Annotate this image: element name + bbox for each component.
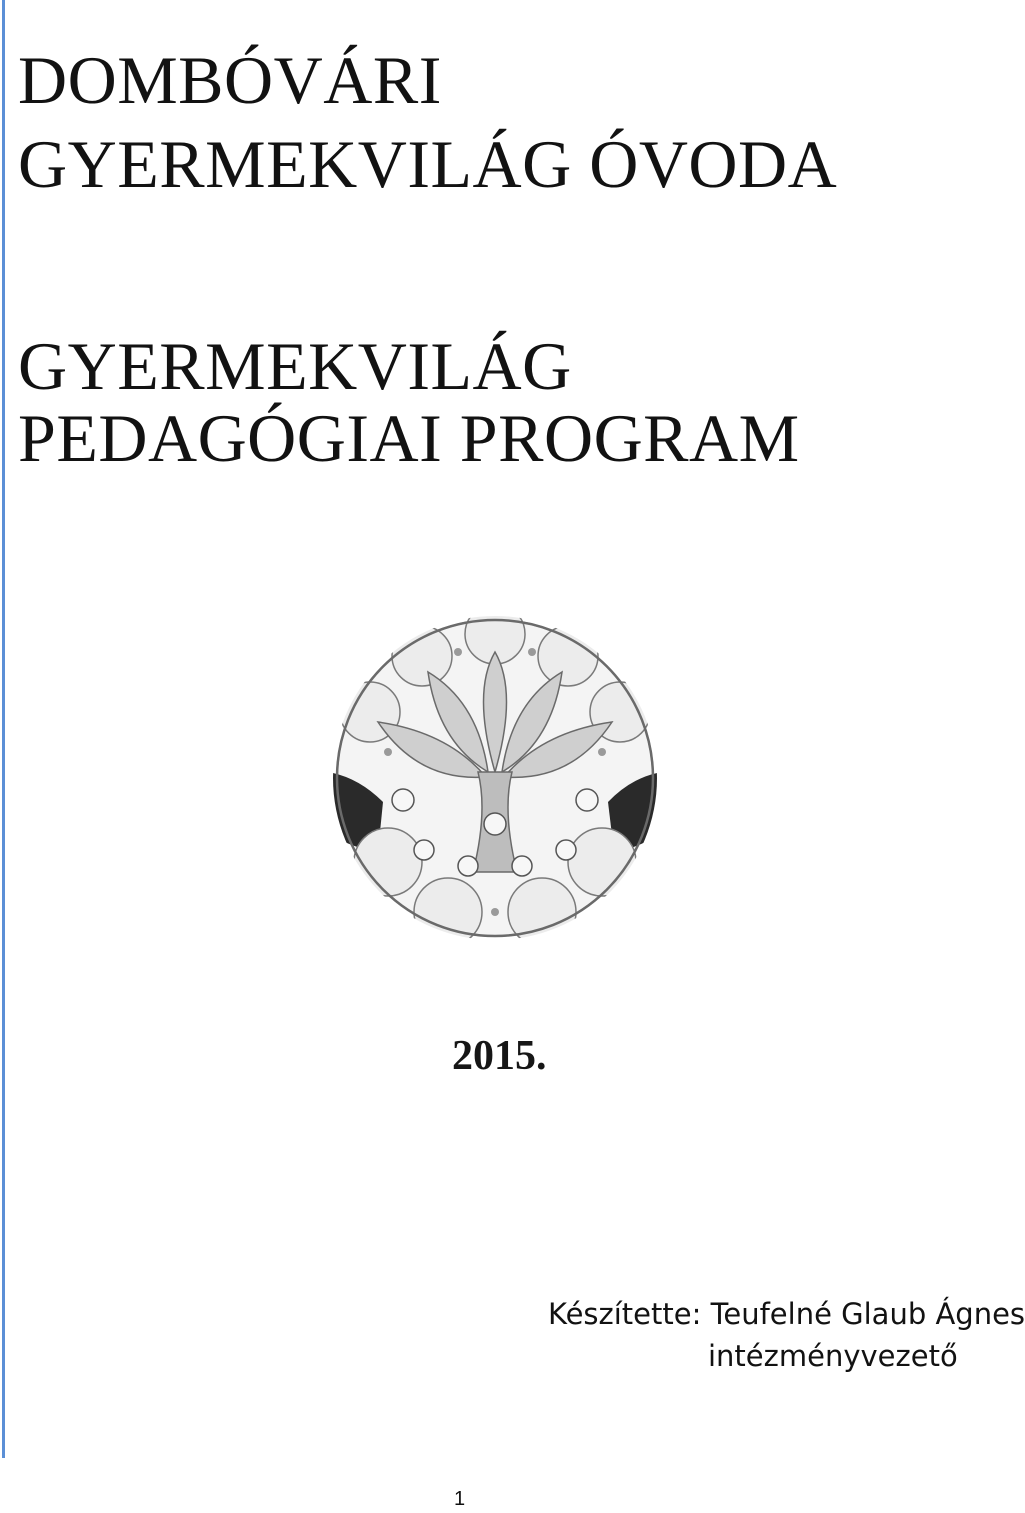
institution-title-line-2: GYERMEKVILÁG ÓVODA xyxy=(18,126,838,202)
tree-mandala-logo-icon xyxy=(328,612,662,944)
document-year: 2015. xyxy=(452,1033,547,1079)
program-title-line-2: PEDAGÓGIAI PROGRAM xyxy=(18,400,800,476)
program-title-line-1: GYERMEKVILÁG xyxy=(18,328,572,404)
left-margin-rule xyxy=(2,0,5,1458)
program-title xyxy=(18,330,800,474)
author-line: Készítette: Teufelné Glaub Ágnes xyxy=(548,1297,1025,1331)
institution-title xyxy=(18,38,837,206)
page-number: 1 xyxy=(454,1488,466,1510)
author-role: intézményvezető xyxy=(708,1339,958,1373)
institution-title-line-1: DOMBÓVÁRI xyxy=(18,42,442,118)
